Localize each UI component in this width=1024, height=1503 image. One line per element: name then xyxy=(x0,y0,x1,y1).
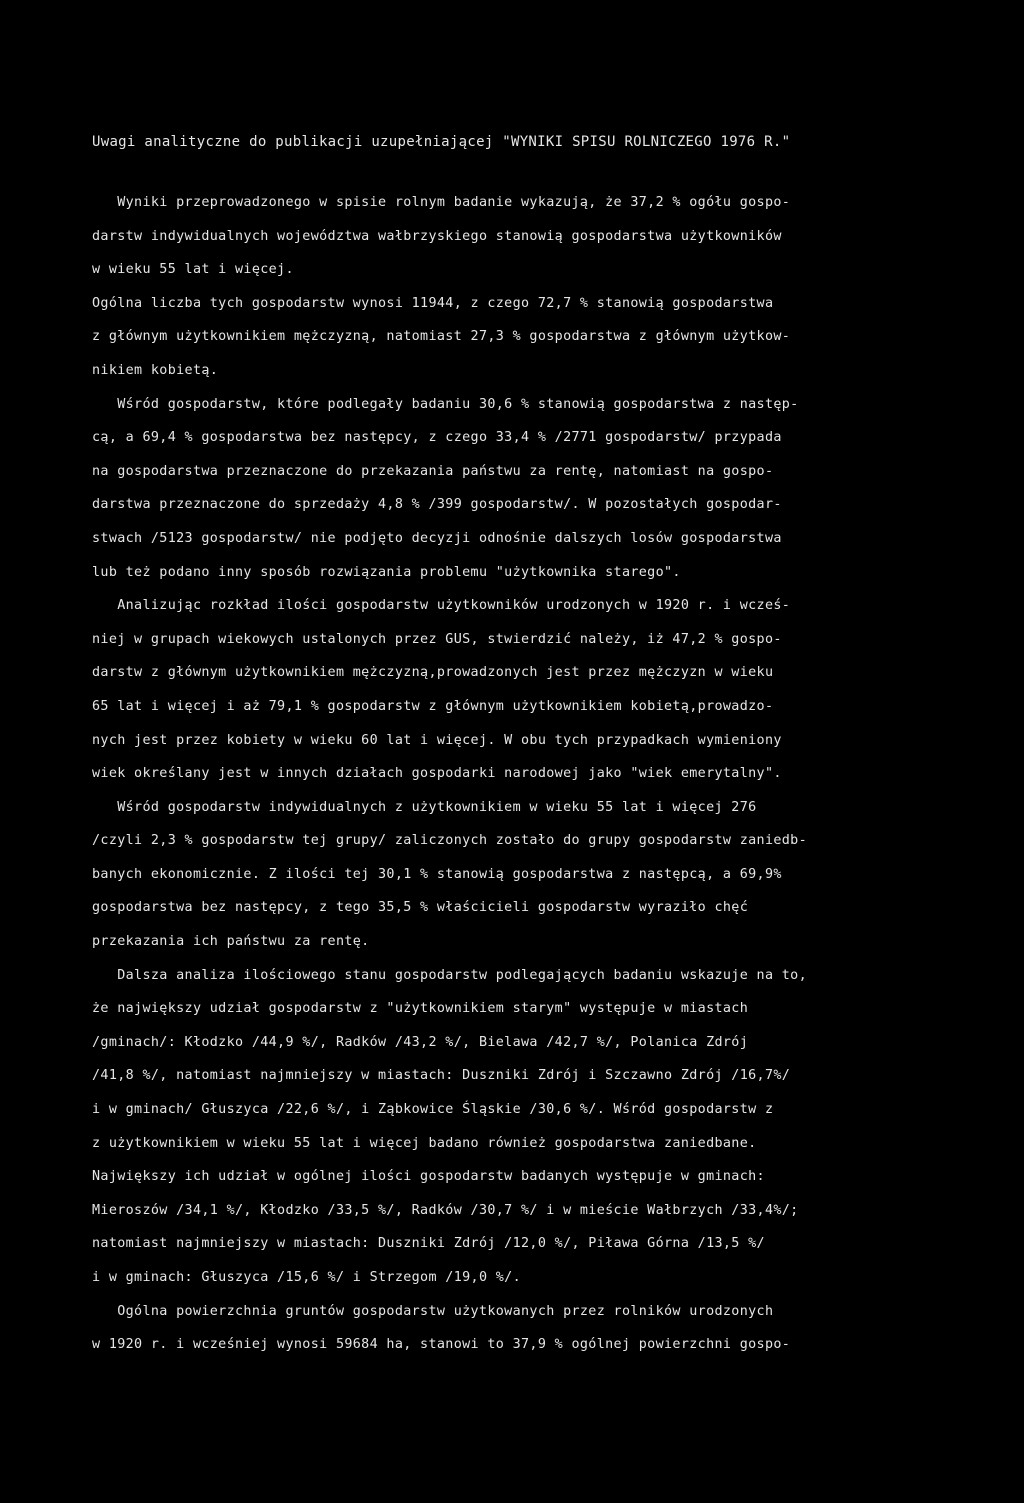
text-line: niej w grupach wiekowych ustalonych przez GUS, stwierdzić należy, iż 47,2 % gospo- xyxy=(92,631,782,647)
text-line: /41,8 %/, natomiast najmniejszy w miastach: Duszniki Zdrój i Szczawno Zdrój /16,7%/ xyxy=(92,1068,791,1084)
text-line: lub też podano inny sposób rozwiązania problemu "użytkownika starego". xyxy=(92,564,681,580)
text-line: Ogólna liczba tych gospodarstw wynosi 11944, z czego 72,7 % stanowią gospodarstwa xyxy=(92,295,774,311)
text-line: darstw indywidualnych województwa wałbrzyskiego stanowią gospodarstwa użytkowników xyxy=(92,228,782,244)
text-line: nych jest przez kobiety w wieku 60 lat i więcej. W obu tych przypadkach wymieniony xyxy=(92,732,782,748)
text-line: że największy udział gospodarstw z "użytkownikiem starym" występuje w miastach xyxy=(92,1001,749,1017)
text-line: 65 lat i więcej i aż 79,1 % gospodarstw z głównym użytkownikiem kobietą,prowadzo- xyxy=(92,698,774,714)
text-line: banych ekonomicznie. Z ilości tej 30,1 % stanowią gospodarstwa z następcą, a 69,9% xyxy=(92,866,782,882)
text-line: Wyniki przeprowadzonego w spisie rolnym badanie wykazują, że 37,2 % ogółu gospo- xyxy=(92,195,791,210)
text-line: z głównym użytkownikiem mężczyzną, natomiast 27,3 % gospodarstwa z głównym użytkow- xyxy=(92,329,791,345)
text-line: Analizując rozkład ilości gospodarstw użytkowników urodzonych w 1920 r. i wcześ- xyxy=(92,598,791,614)
text-line: z użytkownikiem w wieku 55 lat i więcej badano również gospodarstwa zaniedbane. xyxy=(92,1135,757,1151)
text-line: wiek określany jest w innych działach gospodarki narodowej jako "wiek emerytalny". xyxy=(92,766,782,782)
text-line: Wśród gospodarstw indywidualnych z użytkownikiem w wieku 55 lat i więcej 276 xyxy=(92,799,757,815)
text-line: nikiem kobietą. xyxy=(92,362,219,378)
text-line: Największy ich udział w ogólnej ilości gospodarstw badanych występuje w gminach: xyxy=(92,1169,765,1185)
text-line: darstwa przeznaczone do sprzedaży 4,8 % /399 gospodarstw/. W pozostałych gospodar- xyxy=(92,497,782,513)
text-line: na gospodarstwa przeznaczone do przekazania państwu za rentę, natomiast na gospo- xyxy=(92,463,774,479)
text-line: Ogólna powierzchnia gruntów gospodarstw użytkowanych przez rolników urodzonych xyxy=(92,1303,774,1319)
document-body xyxy=(92,186,942,1362)
text-line: /gminach/: Kłodzko /44,9 %/, Radków /43,2 %/, Bielawa /42,7 %/, Polanica Zdrój xyxy=(92,1034,749,1050)
text-line: Wśród gospodarstw, które podlegały badaniu 30,6 % stanowią gospodarstwa z następ- xyxy=(92,396,799,412)
text-line: /czyli 2,3 % gospodarstw tej grupy/ zaliczonych zostało do grupy gospodarstw zaniedb- xyxy=(92,833,808,849)
document-heading: Uwagi analityczne do publikacji uzupełniającej "WYNIKI SPISU ROLNICZEGO 1976 R." xyxy=(92,134,791,150)
text-line: i w gminach: Głuszyca /15,6 %/ i Strzegom /19,0 %/. xyxy=(92,1270,522,1285)
text-line: Mieroszów /34,1 %/, Kłodzko /33,5 %/, Radków /30,7 %/ i w mieście Wałbrzych /33,4%/; xyxy=(92,1202,799,1218)
text-line: natomiast najmniejszy w miastach: Duszniki Zdrój /12,0 %/, Piława Górna /13,5 %/ xyxy=(92,1236,765,1252)
text-line: i w gminach/ Głuszyca /22,6 %/, i Ząbkowice Śląskie /30,6 %/. Wśród gospodarstw z xyxy=(92,1102,774,1118)
text-line: darstw z głównym użytkownikiem mężczyzną,prowadzonych jest przez mężczyzn w wieku xyxy=(92,665,774,681)
text-line: w wieku 55 lat i więcej. xyxy=(92,262,294,278)
text-line: gospodarstwa bez następcy, z tego 35,5 % właścicieli gospodarstw wyraziło chęć xyxy=(92,900,749,916)
text-line: Dalsza analiza ilościowego stanu gospodarstw podlegających badaniu wskazuje na to, xyxy=(92,967,808,983)
text-line: w 1920 r. i wcześniej wynosi 59684 ha, stanowi to 37,9 % ogólnej powierzchni gospo- xyxy=(92,1337,791,1353)
text-line: cą, a 69,4 % gospodarstwa bez następcy, z czego 33,4 % /2771 gospodarstw/ przypada xyxy=(92,430,782,446)
text-line: przekazania ich państwu za rentę. xyxy=(92,934,370,950)
text-line: stwach /5123 gospodarstw/ nie podjęto decyzji odnośnie dalszych losów gospodarstwa xyxy=(92,530,782,546)
